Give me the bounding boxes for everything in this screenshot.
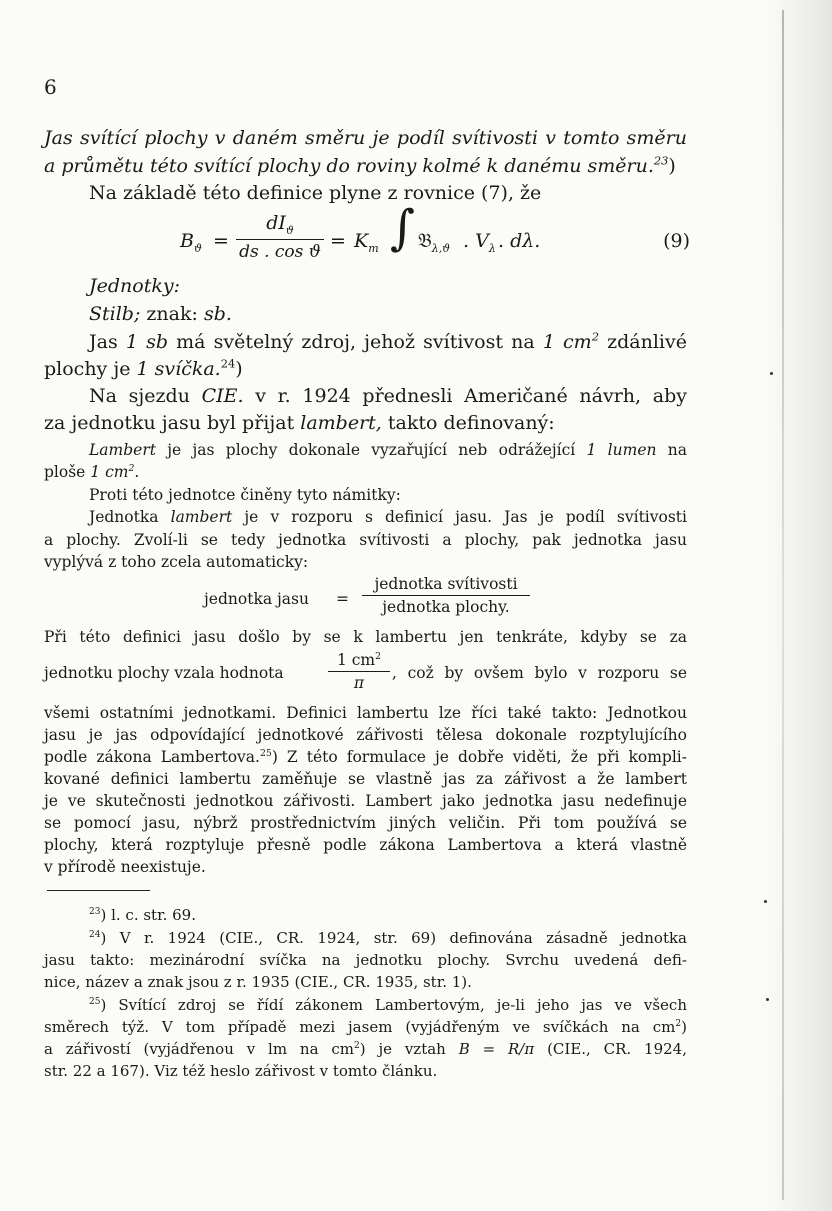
eq9-denominator: ds . cos ϑ [239, 241, 321, 262]
cie-line-2 [44, 412, 555, 434]
footnote-ref-23: 23 [653, 153, 669, 168]
rest-line-6: se pomocí jasu, nýbrž prostřednictvím jiných veličin. Při tom používá se [44, 814, 687, 832]
formula: B = R/π [458, 1040, 535, 1058]
post-eq-line-1: Při této definici jasu došlo by se k lambertu jen tenkráte, kdyby se za [44, 628, 687, 646]
footnote-ref-25: 25 [259, 747, 272, 759]
footnote-text: a zářivostí (vyjádřenou v lm na cm [44, 1040, 355, 1058]
eq9-v [463, 230, 496, 255]
text-italic [543, 331, 599, 353]
text: ploše [44, 463, 86, 481]
unit-eq-lhs: jednotka jasu [204, 590, 309, 608]
footnote-text: (CIE., CR. 1924, [547, 1040, 687, 1058]
eq9-km [354, 230, 379, 255]
footnote-24-line-2: jasu takto: mezinárodní svíčka na jednotku plochy. Svrchu uvedená defi- [44, 951, 687, 969]
scan-speck [770, 372, 773, 375]
page-number: 6 [44, 75, 57, 99]
objection-line-2: a plochy. Zvolí-li se tedy jednotka svítivosti a plochy, pak jednotka jasu [44, 531, 687, 549]
post-eq-line-2a: jednotku plochy vzala hodnota [44, 664, 284, 682]
text: zdánlivé [607, 331, 687, 353]
superscript: 2 [375, 650, 382, 662]
text: v r. 1924 přednesli Američané návrh, aby [255, 385, 687, 407]
rest-line-8: v přírodě neexistuje. [44, 858, 206, 876]
objections-line: Proti této jednotce činěny tyto námitky: [89, 486, 401, 504]
eq9-equals-2: = [330, 230, 346, 252]
text: takto definovaný: [387, 412, 555, 434]
eq9-fraktur-b: 𝔅 [418, 230, 432, 252]
equation-number-9: (9) [663, 230, 690, 252]
stilb-paragraph-line-1 [89, 331, 687, 353]
area-fraction [328, 651, 390, 692]
footnote-text: Svítící zdroj se řídí zákonem Lambertovým, je-li jeho jas ve všech [118, 996, 687, 1014]
unit-eq-fraction [362, 575, 530, 616]
footnote-text: l. c. str. 69. [111, 906, 196, 924]
footnote-24-line-3: nice, název a znak jsou z r. 1935 (CIE., CR. 1935, str. 1). [44, 973, 472, 991]
page-edge-shadow [762, 0, 832, 1211]
rest-line-2: jasu je jas odpovídající jednotkové zářivosti tělesa dokonale rozptylujícího [44, 726, 687, 744]
text: podle zákona Lambertova. [44, 748, 260, 766]
text: Na sjezdu [89, 385, 190, 407]
lambert-def-line-2: ploše 1 $cm^2$. [44, 462, 140, 481]
footnote-number: 25 [89, 997, 101, 1007]
definition-line-1: Jas svítící plochy v daném směru je podíl svítivosti v tomto směru [44, 127, 687, 149]
footnote-25-line-3 [44, 1040, 687, 1058]
definition-text: a průmětu této svítící plochy do roviny kolmé k danému směru. [44, 155, 654, 177]
unit-cm: 1 cm [90, 463, 129, 481]
eq9-b-sub: λ,ϑ [431, 241, 451, 255]
page-binding-edge [782, 10, 784, 1200]
eq9-v-sub: λ [488, 241, 496, 255]
intro-line: Na základě této definice plyne z rovnice (7), že [89, 182, 542, 204]
superscript: 2 [675, 1019, 682, 1029]
text: plochy je [44, 358, 131, 380]
footnote-25-line-4: str. 22 a 167). Viz též heslo zářivost v tomto článku. [44, 1062, 438, 1080]
unit-eq-denominator: jednotka plochy. [382, 598, 510, 616]
text-italic: Lambert [89, 441, 156, 459]
stilb-sign-label: znak: [146, 303, 198, 325]
eq9-k: K [354, 230, 369, 252]
cie-line-1 [89, 385, 687, 407]
stilb-label: Stilb; [89, 303, 141, 325]
eq9-equals-1: = [213, 230, 229, 252]
stilb-line [89, 303, 232, 325]
area-frac-den: π [353, 674, 365, 692]
equation-9 [180, 200, 690, 272]
eq9-v-text: . V [463, 230, 489, 252]
footnote-divider [47, 890, 150, 891]
units-heading: Jednotky: [89, 275, 180, 297]
footnote-text: směrech týž. V tom případě mezi jasem (vyjádřeným ve svíčkách na cm [44, 1018, 676, 1036]
text: za jednotku jasu byl přijat [44, 412, 295, 434]
footnote-25-line-2 [44, 1018, 687, 1036]
eq9-lhs [180, 230, 202, 255]
superscript: 2 [128, 462, 135, 474]
eq9-tail: . dλ. [498, 230, 541, 252]
eq9-lhs-symbol: B [180, 230, 194, 252]
footnote-number: 24 [89, 930, 101, 940]
footnote-text: V r. 1924 (CIE., CR. 1924, str. 69) definována zásadně jednotka [119, 929, 687, 947]
footnote-text: ) je vztah [359, 1040, 446, 1058]
footnote-25-line-1: $^{25}$) Svítící zdroj se řídí zákonem Lambertovým, je-li jeho jas ve všech [89, 996, 687, 1014]
rest-line-7: plochy, která rozptyluje přesně podle zákona Lambertova a která vlastně [44, 836, 687, 854]
text-italic: 1 lumen [586, 441, 657, 459]
footnote-24-line-1: $^{24}$) V r. 1924 (CIE., CR. 1924, str. 69) definována zásadně jednotka [89, 929, 687, 947]
rest-line-1: všemi ostatními jednotkami. Definici lambertu lze říci také takto: Jednotkou [44, 704, 687, 722]
text-italic: 1 sb [125, 331, 168, 353]
integral-sign: ∫ [390, 200, 416, 256]
stilb-sign: sb. [203, 303, 232, 325]
eq9-lhs-sub: ϑ [193, 241, 202, 255]
eq9-fraction [236, 212, 324, 262]
eq9-num-sub: ϑ [285, 223, 294, 237]
eq9-numerator [236, 212, 324, 237]
text: Jednotka [89, 508, 159, 526]
text: je jas plochy dokonale vyzařující neb odrážející [167, 441, 576, 459]
post-eq-line-2b: , což by ovšem bylo v rozporu se [392, 664, 687, 682]
footnote-23: $^{23}$) l. c. str. 69. [89, 906, 196, 924]
text-italic: 1 svíčka. [136, 358, 221, 380]
text-italic: CIE. [201, 385, 244, 407]
text: je v rozporu s definicí jasu. Jas je podíl svítivosti [244, 508, 687, 526]
text: Z této formulace je dobře viděti, že při kompli- [286, 748, 687, 766]
text-italic: lambert, [300, 412, 382, 434]
definition-line-2: a průmětu této svítící plochy do roviny kolmé k danému směru.$^{23}$) [44, 153, 676, 177]
scan-speck [764, 900, 767, 903]
eq9-k-sub: m [368, 241, 379, 255]
rest-line-4: kované definici lambertu zaměňuje se vlastně jas za zářivost a že lambert [44, 770, 687, 788]
objection-line-3: vyplývá z toho zcela automaticky: [44, 553, 309, 571]
text-italic: lambert [170, 508, 233, 526]
unit-eq-numerator: jednotka svítivosti [374, 575, 518, 593]
text: má světelný zdroj, jehož svítivost na [176, 331, 535, 353]
objection-line-1 [89, 508, 687, 526]
superscript: 2 [591, 329, 599, 344]
superscript: 2 [354, 1041, 360, 1051]
footnote-ref-24: 24 [220, 356, 236, 371]
rest-line-3: podle zákona Lambertova.$^{25}$) Z této formulace je dobře viděti, že při kompli- [44, 747, 687, 766]
footnote-text: ) [681, 1018, 687, 1036]
stilb-paragraph-line-2: plochy je 1 svíčka.$^{24}$) [44, 356, 243, 380]
area-frac-num: 1 cm [336, 651, 376, 669]
unit-cm: 1 cm [542, 331, 592, 353]
rest-line-5: je ve skutečnosti jednotkou zářivosti. Lambert jako jednotka jasu nedefinuje [44, 792, 687, 810]
footnote-number: 23 [89, 907, 101, 917]
eq9-b [418, 230, 450, 255]
lambert-def-line-1 [89, 441, 687, 459]
eq9-num-text: dI [266, 212, 286, 234]
text: na [667, 441, 687, 459]
scan-speck [766, 998, 769, 1001]
unit-eq-equals: = [336, 590, 349, 608]
text: Jas [89, 331, 118, 353]
